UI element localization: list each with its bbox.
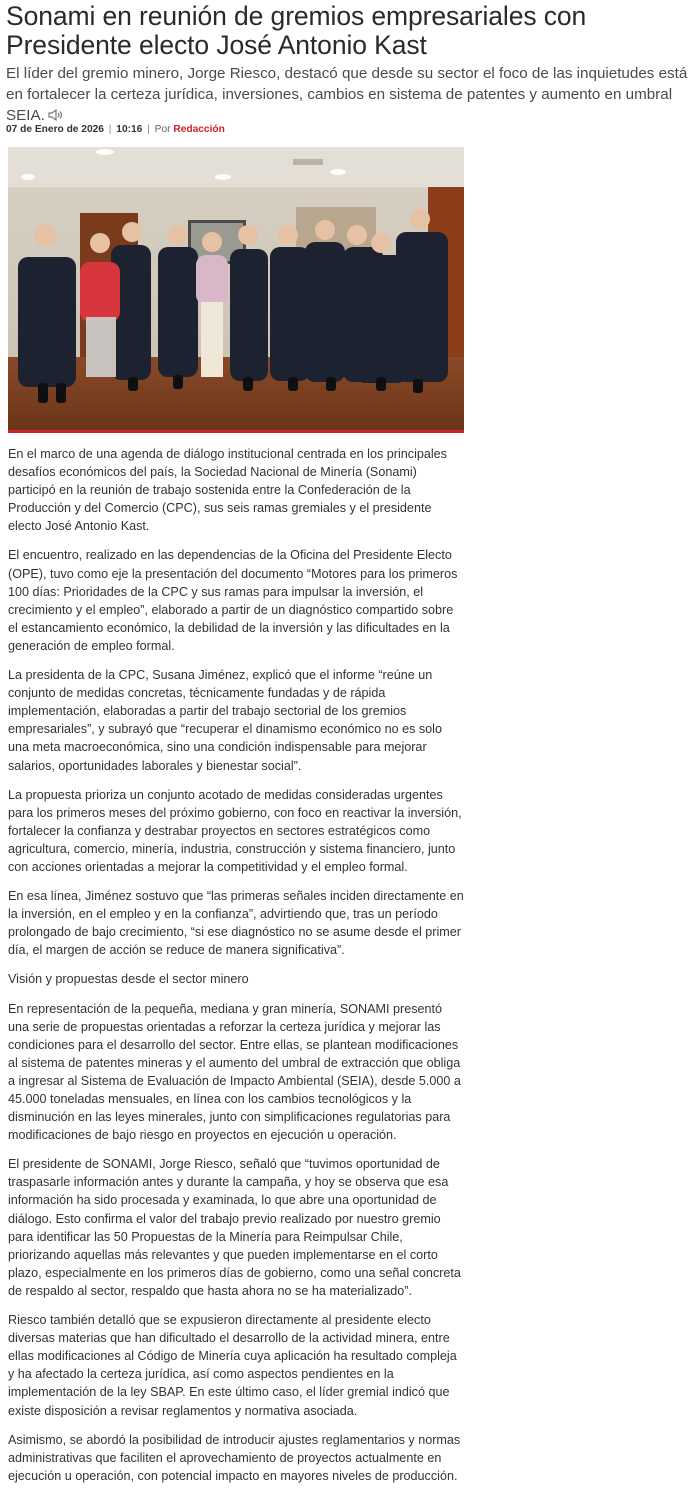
publish-time: 10:16 [116,124,143,135]
article-meta: 07 de Enero de 2026 | 10:16 | Por Redacción [6,124,225,135]
paragraph: El encuentro, realizado en las dependencias de la Oficina del Presidente Electo (OPE), tuvo como eje la presentación del documento “Motores para los primeros 100 días: Prioridades de la CPC y sus ramas para impulsar la inversión, el crecimiento y el empleo”, elaborado a partir de un diagnóstico compartido sobre el estancamiento económico, la debilidad de la inversión y las dificultades en la generación de empleo formal. [8,548,458,653]
article-lead [6,63,694,127]
article-body [8,445,466,1496]
article-photo [8,147,464,433]
article-title: Sonami en reunión de gremios empresariales con Presidente electo José Antonio Kast [6,1,587,60]
byline-label: Por [154,124,171,135]
paragraph: En el marco de una agenda de diálogo institucional centrada en los principales desafíos económicos del país, la Sociedad Nacional de Minería (Sonami) participó en la reunión de trabajo sostenida entre la Confederación de la Producción y del Comercio (CPC), sus seis ramas gremiales y el presidente electo José Antonio Kast. [8,447,447,534]
section-subheading: Visión y propuestas desde el sector minero [8,972,249,987]
paragraph: La presidenta de la CPC, Susana Jiménez, explicó que el informe “reúne un conjunto de medidas concretas, técnicamente fundadas y de rápida implementación, elaboradas a partir del trabajo sectorial de los gremios empresariales”, y subrayó que “recuperar el dinamismo económico no es solo una meta macroeconómica, sino una condición indispensable para mejorar salarios, oportunidades laborales y bienestar social”. [8,668,442,773]
paragraph: En esa línea, Jiménez sostuvo que “las primeras señales inciden directamente en la inversión, en el empleo y en la confianza”, advirtiendo que, tras un período prolongado de bajo crecimiento, “si ese diagnóstico no se asume desde el primer día, el margen de acción se reduce de manera significativa”. [8,889,464,958]
publish-date: 07 de Enero de 2026 [6,124,104,135]
lead-text: El líder del gremio minero, Jorge Riesco, destacó que desde su sector el foco de las inquietudes está en fortalecer la certeza jurídica, inversiones, cambios en sistema de patentes y aumento en umbral SEIA. [6,65,688,124]
paragraph: Riesco también detalló que se expusieron directamente al presidente electo diversas materias que han dificultado el desarrollo de la actividad minera, entre ellas modificaciones al Código de Minería cuya aplicación ha resultado compleja y ha afectado la certeza jurídica, así como aspectos pendientes en la implementación de la ley SBAP. En este último caso, el líder gremial indicó que existe disposición a revisar reglamentos y normativa asociada. [8,1313,457,1418]
author-link[interactable]: Redacción [173,124,225,135]
paragraph: Asimismo, se abordó la posibilidad de introducir ajustes reglamentarios y normas administrativas que faciliten el aprovechamiento de proyectos actualmente en ejecución u operación, con potencial impacto en mayores niveles de producción. [8,1432,461,1483]
group-photo-illustration [8,147,464,430]
paragraph: El presidente de SONAMI, Jorge Riesco, señaló que “tuvimos oportunidad de traspasarle información antes y durante la campaña, y hoy se observa que esa información ha sido procesada y examinada, lo que abre una oportunidad de diálogo. Esto confirma el valor del trabajo previo realizado por nuestro gremio para identificar las 50 Propuestas de la Minería para Reimpulsar Chile, priorizando aquellas más relevantes y que pueden implementarse en el corto plazo, especialmente en los primeros días de gobierno, como una señal concreta de respaldo al sector, respaldo que hasta ahora no se ha materializado”. [8,1157,461,1298]
paragraph: La propuesta prioriza un conjunto acotado de medidas consideradas urgentes para los primeros meses del próximo gobierno, con foco en reactivar la inversión, fortalecer la confianza y destrabar proyectos en sectores estratégicos como agricultura, comercio, minería, industria, construcción y sistema financiero, junto con acciones orientadas a mejorar la competitividad y el empleo formal. [8,787,462,874]
paragraph: En representación de la pequeña, mediana y gran minería, SONAMI presentó una serie de propuestas orientadas a reforzar la certeza jurídica y mejorar las condiciones para el desarrollo del sector. Entre ellas, se plantean modificaciones al sistema de patentes mineras y el aumento del umbral de extracción que obliga a ingresar al Sistema de Evaluación de Impacto Ambiental (SEIA), desde 5.000 a 45.000 toneladas mensuales, en línea con los cambios tecnológicos y la disminución en las leyes minerales, junto con simplificaciones regulatorias para modificaciones de bajo riesgo en proyectos en ejecución u operación. [8,1001,461,1143]
